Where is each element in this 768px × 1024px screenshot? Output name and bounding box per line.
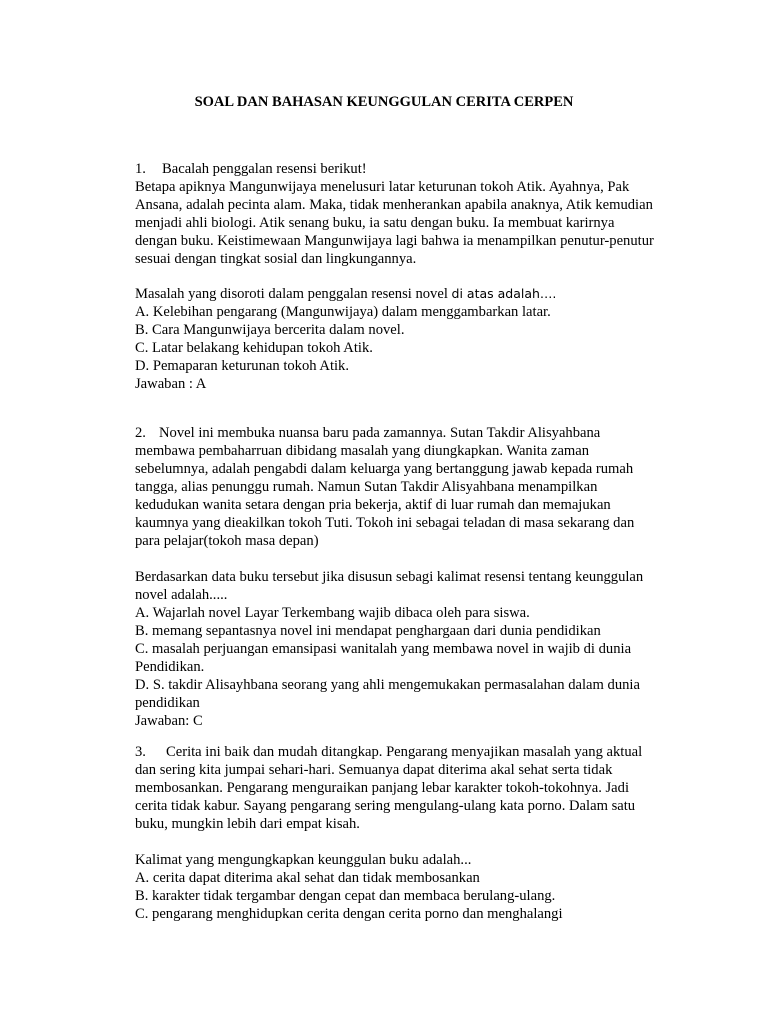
passage-line: Ansana, adalah pecinta alam. Maka, tidak menherankan apabila anaknya, Atik kemudian (135, 197, 653, 213)
option-d: D. Pemaparan keturunan tokoh Atik. (135, 358, 349, 374)
option-a: A. cerita dapat diterima akal sehat dan tidak membosankan (135, 870, 480, 886)
question-1-prompt-main: Masalah yang disoroti dalam penggalan resensi novel (135, 286, 452, 302)
option-a: A. Kelebihan pengarang (Mangunwijaya) dalam menggambarkan latar. (135, 304, 551, 320)
option-b: B. Cara Mangunwijaya bercerita dalam novel. (135, 322, 405, 338)
question-1-prompt-tail: di atas adalah…. (451, 286, 557, 301)
question-1-prompt (135, 285, 655, 303)
option-d-cont: pendidikan (135, 695, 200, 711)
answer-line: Jawaban: C (135, 713, 203, 729)
question-1-prompt-block (135, 285, 655, 393)
page-title: SOAL DAN BAHASAN KEUNGGULAN CERITA CERPEN (194, 94, 574, 110)
question-1-lead-line (135, 160, 655, 178)
question-1-lead: Bacalah penggalan resensi berikut! (162, 161, 367, 177)
option-c: C. masalah perjuangan emansipasi wanitalah yang membawa novel in wajib di dunia (135, 641, 632, 657)
passage-line: membosankan. Pengarang menguraikan panjang lebar karakter tokoh-tokohnya. Jadi (135, 780, 629, 796)
passage-line: dan sering kita jumpai sehari-hari. Semuanya dapat diterima akal sehat serta tidak (135, 762, 613, 778)
option-a: A. Wajarlah novel Layar Terkembang wajib dibaca oleh para siswa. (135, 605, 530, 621)
passage-line: dengan buku. Keistimewaan Mangunwijaya lagi bahwa ia menampilkan penutur-penutur (135, 233, 654, 249)
option-c: C. pengarang menghidupkan cerita dengan cerita porno dan menghalangi (135, 906, 563, 922)
question-3-block (135, 743, 655, 833)
question-3-prompt-block (135, 851, 655, 923)
option-b: B. karakter tidak tergambar dengan cepat dan membaca berulang-ulang. (135, 888, 556, 904)
option-b: B. memang sepantasnya novel ini mendapat penghargaan dari dunia pendidikan (135, 623, 601, 639)
question-2-number: 2. (135, 425, 146, 441)
passage-line: sesuai dengan tingkat sosial dan lingkungannya. (135, 251, 417, 267)
question-3-prompt: Kalimat yang mengungkapkan keunggulan buku adalah... (135, 852, 472, 868)
passage-line: kedudukan wanita setara dengan pria bekerja, aktif di luar rumah dan memajukan (135, 497, 611, 513)
question-2-first-line (135, 424, 655, 442)
question-2-prompt: novel adalah..... (135, 587, 228, 603)
passage-line: Betapa apiknya Mangunwijaya menelusuri latar keturunan tokoh Atik. Ayahnya, Pak (135, 179, 630, 195)
question-2-passage-start: Novel ini membuka nuansa baru pada zamannya. Sutan Takdir Alisyahbana (159, 425, 601, 441)
question-3-number: 3. (135, 744, 146, 760)
question-1-number: 1. (135, 161, 146, 177)
question-3-passage-start: Cerita ini baik dan mudah ditangkap. Pengarang menyajikan masalah yang aktual (166, 744, 643, 760)
passage-line: buku, mungkin lebih dari empat kisah. (135, 816, 360, 832)
answer-line: Jawaban : A (135, 376, 207, 392)
passage-line: tangga, alias penunggu rumah. Namun Sutan Takdir Alisyahbana menampilkan (135, 479, 598, 495)
passage-line: menjadi ahli biologi. Atik senang buku, ia satu dengan buku. Ia membuat karirnya (135, 215, 615, 231)
question-2-prompt-block (135, 568, 655, 730)
question-2-block (135, 424, 655, 550)
option-c: C. Latar belakang kehidupan tokoh Atik. (135, 340, 373, 356)
question-1-block (135, 160, 655, 268)
option-c-cont: Pendidikan. (135, 659, 205, 675)
passage-line: kaumnya yang dieakilkan tokoh Tuti. Tokoh ini sebagai teladan di masa sekarang dan (135, 515, 635, 531)
passage-line: para pelajar(tokoh masa depan) (135, 533, 319, 549)
passage-line: membawa pembaharruan dibidang masalah yang diungkapkan. Wanita zaman (135, 443, 590, 459)
passage-line: cerita tidak kabur. Sayang pengarang sering mengulang-ulang kata porno. Dalam satu (135, 798, 636, 814)
passage-line: sebelumnya, adalah pengabdi dalam keluarga yang bertanggung jawab kepada rumah (135, 461, 634, 477)
option-d: D. S. takdir Alisayhbana seorang yang ahli mengemukakan permasalahan dalam dunia (135, 677, 640, 693)
question-3-first-line (135, 743, 655, 761)
question-2-prompt: Berdasarkan data buku tersebut jika disusun sebagi kalimat resensi tentang keunggulan (135, 569, 644, 585)
